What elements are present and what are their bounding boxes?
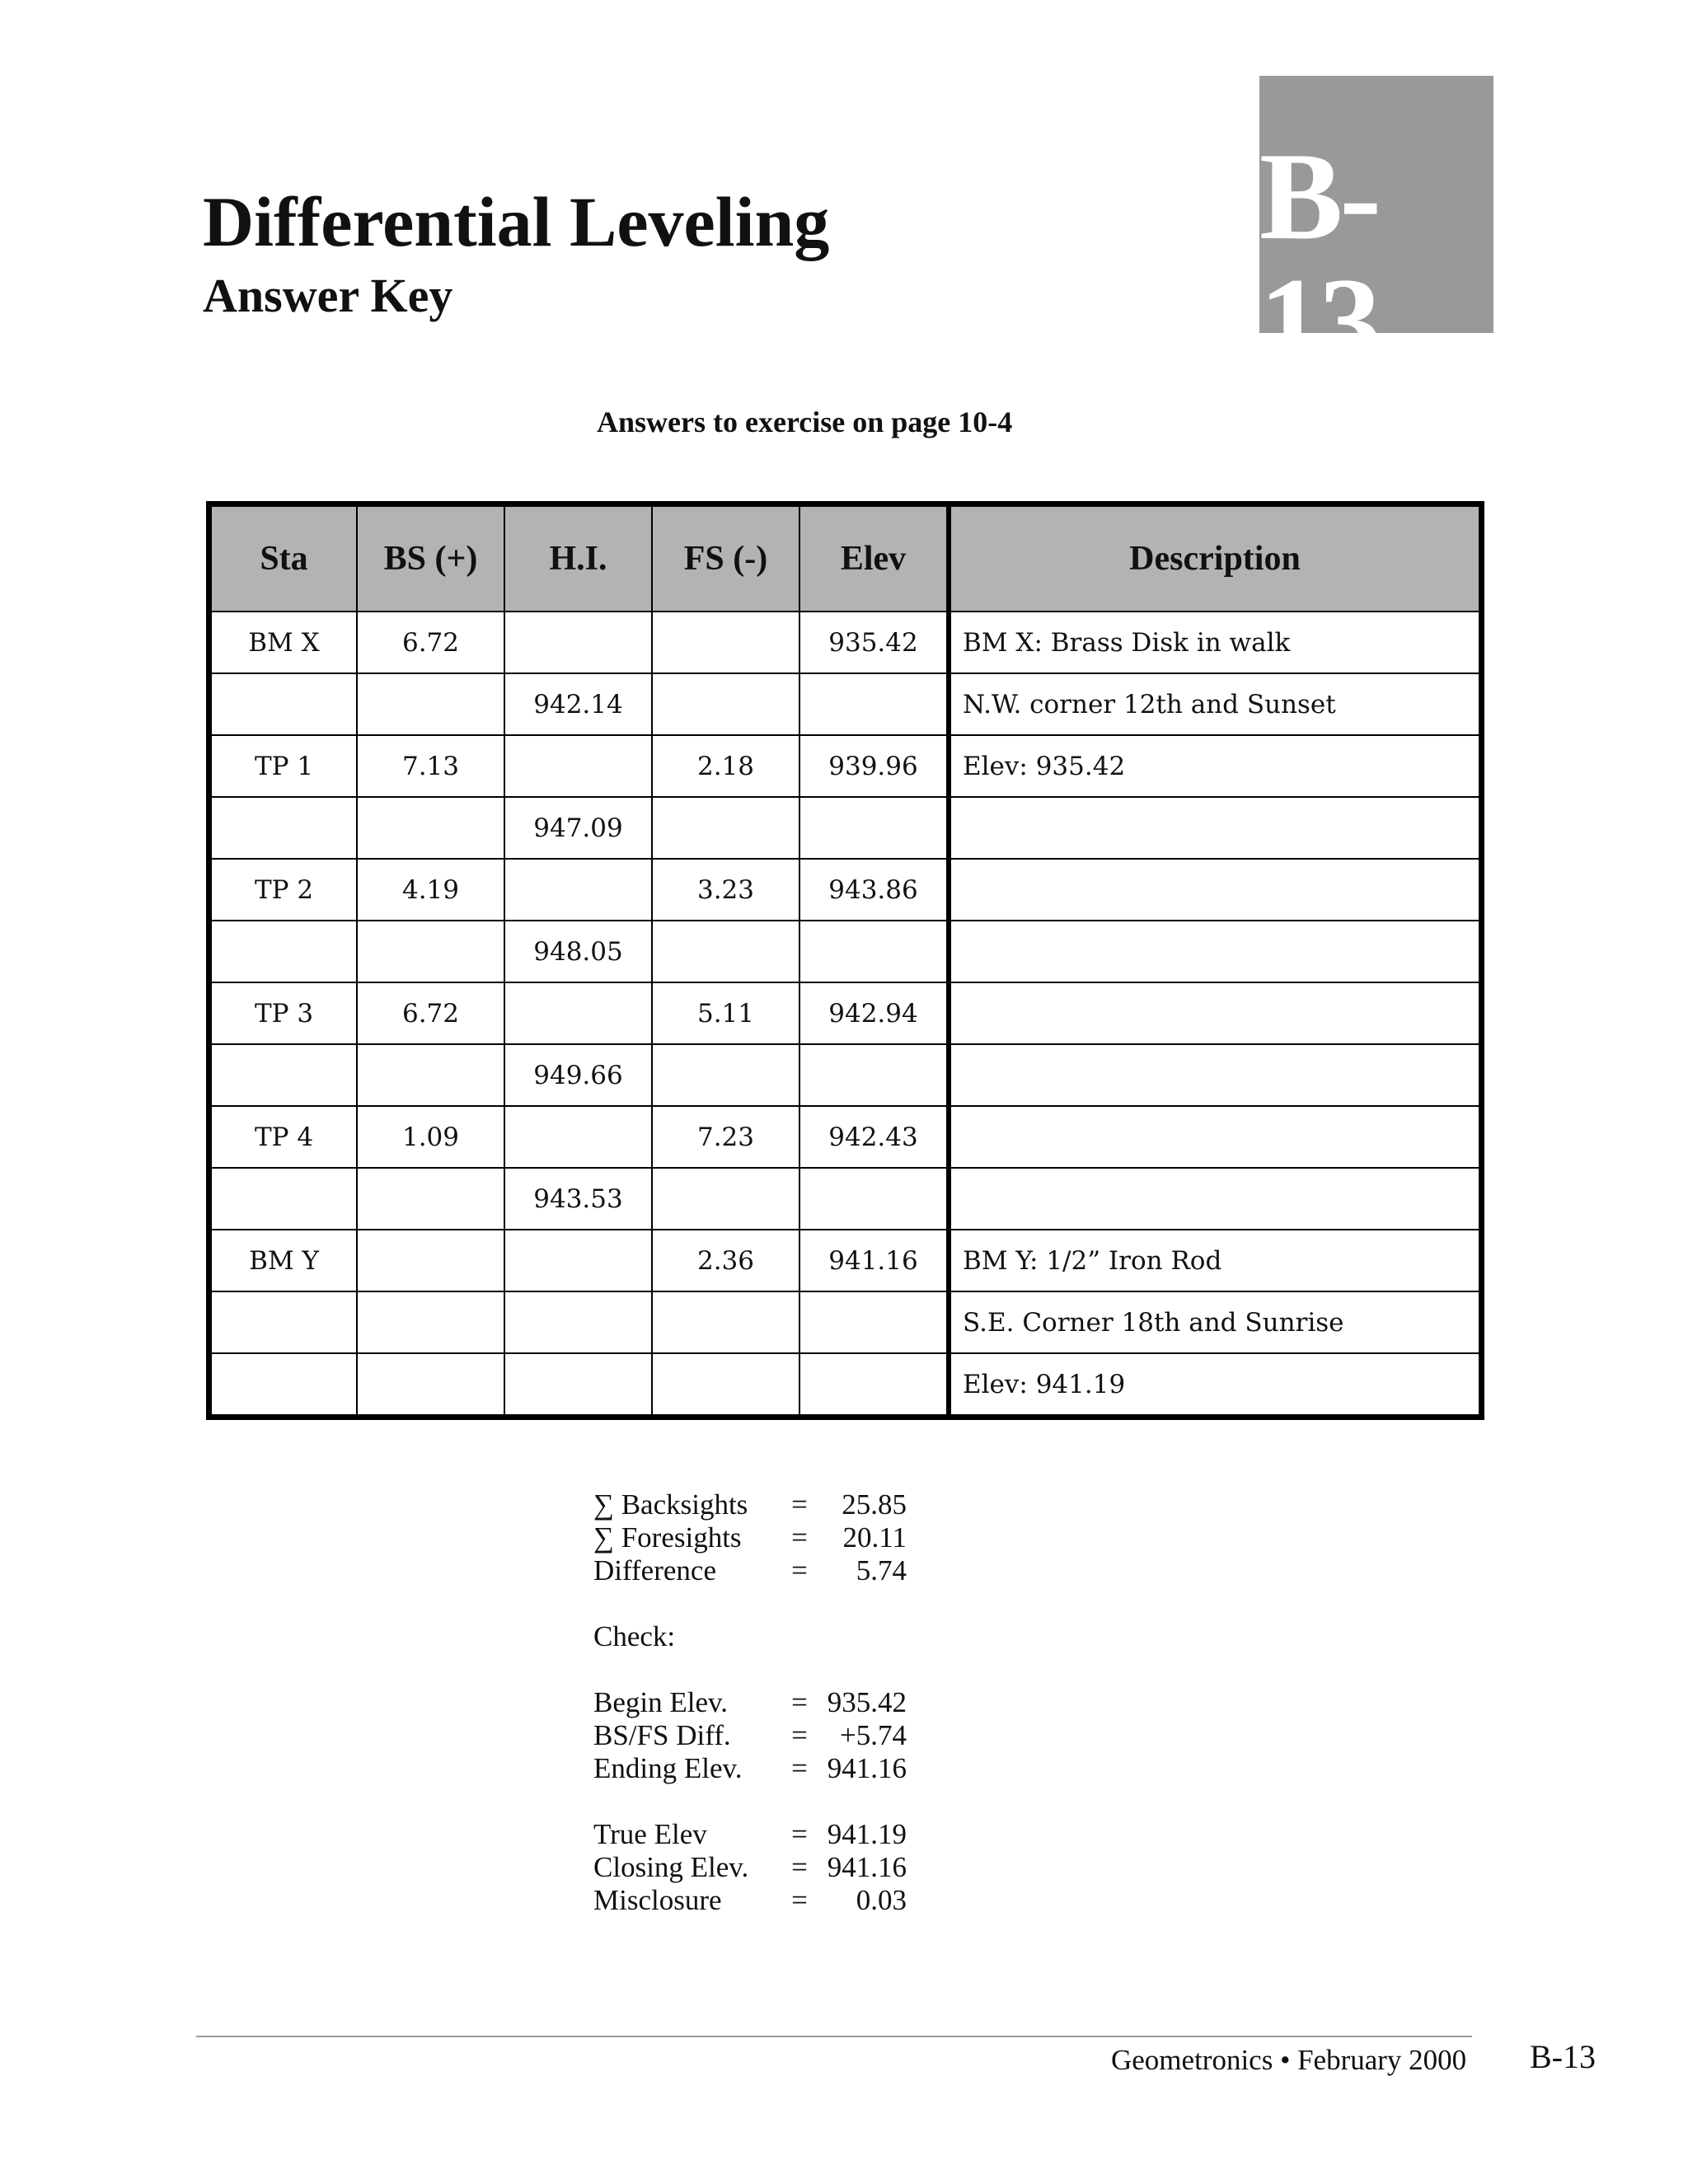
- cell-fs: 2.18: [652, 735, 799, 797]
- cell-hi: 943.53: [504, 1168, 652, 1230]
- cell-description: [949, 859, 1482, 921]
- equals-sign: =: [791, 1686, 808, 1718]
- equals-sign: =: [791, 1719, 808, 1751]
- summary-label: BS/FS Diff.: [593, 1719, 731, 1751]
- equals-sign: =: [791, 1884, 808, 1916]
- cell-bs: 4.19: [357, 859, 504, 921]
- cell-bs: [357, 1353, 504, 1418]
- summary-row: [593, 1851, 907, 1884]
- cell-fs: [652, 673, 799, 735]
- cell-hi: [504, 612, 652, 673]
- summary-row: [593, 1818, 907, 1851]
- cell-bs: [357, 1230, 504, 1291]
- header-sta: Sta: [209, 504, 358, 612]
- cell-elev: [799, 1044, 949, 1106]
- cell-fs: 5.11: [652, 982, 799, 1044]
- cell-sta: TP 1: [209, 735, 358, 797]
- summary-label: Misclosure: [593, 1884, 722, 1916]
- equals-sign: =: [791, 1521, 808, 1554]
- cell-sta: BM X: [209, 612, 358, 673]
- page-title: Differential Leveling: [203, 182, 830, 261]
- cell-sta: [209, 1168, 358, 1230]
- cell-bs: [357, 797, 504, 859]
- check-heading: [593, 1620, 907, 1653]
- cell-sta: TP 2: [209, 859, 358, 921]
- cell-fs: [652, 1291, 799, 1353]
- page-subtitle: Answer Key: [203, 269, 453, 322]
- summary-value: +5.74: [840, 1719, 907, 1751]
- cell-fs: [652, 1044, 799, 1106]
- table-row: [209, 1291, 1482, 1353]
- cell-hi: [504, 735, 652, 797]
- summary-block: [593, 1488, 907, 1917]
- cell-bs: [357, 1044, 504, 1106]
- table-row: [209, 1353, 1482, 1418]
- cell-hi: [504, 1106, 652, 1168]
- cell-sta: [209, 1044, 358, 1106]
- cell-bs: 6.72: [357, 982, 504, 1044]
- cell-description: [949, 1106, 1482, 1168]
- table-row: [209, 1044, 1482, 1106]
- cell-hi: 949.66: [504, 1044, 652, 1106]
- cell-fs: [652, 921, 799, 982]
- footer-divider: [196, 2036, 1472, 2037]
- cell-hi: [504, 1230, 652, 1291]
- cell-hi: 947.09: [504, 797, 652, 859]
- summary-value: 941.16: [827, 1851, 907, 1883]
- cell-sta: BM Y: [209, 1230, 358, 1291]
- cell-elev: [799, 673, 949, 735]
- summary-value: 941.19: [827, 1818, 907, 1850]
- cell-bs: [357, 1168, 504, 1230]
- cell-bs: 7.13: [357, 735, 504, 797]
- cell-description: S.E. Corner 18th and Sunrise: [949, 1291, 1482, 1353]
- cell-fs: [652, 797, 799, 859]
- cell-elev: 941.16: [799, 1230, 949, 1291]
- cell-sta: TP 4: [209, 1106, 358, 1168]
- cell-bs: 1.09: [357, 1106, 504, 1168]
- cell-description: [949, 1044, 1482, 1106]
- header-bs: BS (+): [357, 504, 504, 612]
- summary-label: ∑ Foresights: [593, 1521, 742, 1554]
- summary-value: 941.16: [827, 1752, 907, 1784]
- cell-fs: [652, 612, 799, 673]
- cell-description: N.W. corner 12th and Sunset: [949, 673, 1482, 735]
- cell-description: [949, 1168, 1482, 1230]
- cell-sta: [209, 797, 358, 859]
- cell-sta: [209, 921, 358, 982]
- cell-bs: [357, 1291, 504, 1353]
- cell-elev: [799, 921, 949, 982]
- page-number: B-13: [1530, 2038, 1596, 2075]
- summary-row: [593, 1719, 907, 1752]
- cell-bs: [357, 921, 504, 982]
- table-row: [209, 735, 1482, 797]
- table-header-row: [209, 504, 1482, 612]
- header-description: Description: [949, 504, 1482, 612]
- equals-sign: =: [791, 1488, 808, 1521]
- summary-row: [593, 1686, 907, 1719]
- cell-hi: [504, 1291, 652, 1353]
- cell-elev: [799, 1291, 949, 1353]
- equals-sign: =: [791, 1752, 808, 1784]
- cell-fs: [652, 1168, 799, 1230]
- cell-description: BM Y: 1/2” Iron Rod: [949, 1230, 1482, 1291]
- cell-fs: [652, 1353, 799, 1418]
- summary-label: Difference: [593, 1554, 716, 1586]
- cell-elev: 942.43: [799, 1106, 949, 1168]
- equals-sign: =: [791, 1851, 808, 1883]
- summary-label: ∑ Backsights: [593, 1488, 748, 1521]
- leveling-table: [206, 501, 1484, 1420]
- table-row: [209, 982, 1482, 1044]
- summary-value: 935.42: [827, 1686, 907, 1718]
- table-row: [209, 1168, 1482, 1230]
- summary-label: Begin Elev.: [593, 1686, 728, 1718]
- section-badge: B-13: [1259, 76, 1493, 333]
- summary-row: [593, 1488, 907, 1521]
- check-label: Check:: [593, 1620, 676, 1652]
- cell-sta: [209, 673, 358, 735]
- equals-sign: =: [791, 1554, 808, 1586]
- cell-description: [949, 982, 1482, 1044]
- cell-sta: TP 3: [209, 982, 358, 1044]
- table-row: [209, 859, 1482, 921]
- header-hi: H.I.: [504, 504, 652, 612]
- cell-elev: 939.96: [799, 735, 949, 797]
- summary-label: Ending Elev.: [593, 1752, 743, 1784]
- header-elev: Elev: [799, 504, 949, 612]
- cell-elev: [799, 797, 949, 859]
- summary-row: [593, 1521, 907, 1554]
- cell-fs: 2.36: [652, 1230, 799, 1291]
- cell-sta: [209, 1353, 358, 1418]
- table-row: [209, 797, 1482, 859]
- cell-description: [949, 797, 1482, 859]
- cell-fs: 7.23: [652, 1106, 799, 1168]
- summary-label: Closing Elev.: [593, 1851, 749, 1883]
- cell-elev: 943.86: [799, 859, 949, 921]
- cell-description: BM X: Brass Disk in walk: [949, 612, 1482, 673]
- table-row: [209, 612, 1482, 673]
- exercise-caption: Answers to exercise on page 10-4: [597, 405, 1013, 438]
- cell-description: Elev: 935.42: [949, 735, 1482, 797]
- cell-elev: 935.42: [799, 612, 949, 673]
- table-row: [209, 1230, 1482, 1291]
- cell-bs: [357, 673, 504, 735]
- table-row: [209, 1106, 1482, 1168]
- cell-hi: [504, 859, 652, 921]
- summary-value: 20.11: [842, 1521, 907, 1554]
- cell-hi: [504, 1353, 652, 1418]
- summary-value: 25.85: [842, 1488, 907, 1521]
- table-row: [209, 673, 1482, 735]
- cell-description: [949, 921, 1482, 982]
- summary-label: True Elev: [593, 1818, 707, 1850]
- summary-row: [593, 1752, 907, 1785]
- cell-elev: [799, 1168, 949, 1230]
- cell-elev: 942.94: [799, 982, 949, 1044]
- cell-hi: [504, 982, 652, 1044]
- table-row: [209, 921, 1482, 982]
- footer-text: Geometronics • February 2000: [1111, 2044, 1467, 2076]
- cell-hi: 942.14: [504, 673, 652, 735]
- summary-value: 0.03: [856, 1884, 907, 1916]
- summary-value: 5.74: [856, 1554, 907, 1586]
- header-fs: FS (-): [652, 504, 799, 612]
- cell-bs: 6.72: [357, 612, 504, 673]
- equals-sign: =: [791, 1818, 808, 1850]
- cell-sta: [209, 1291, 358, 1353]
- cell-elev: [799, 1353, 949, 1418]
- cell-fs: 3.23: [652, 859, 799, 921]
- cell-hi: 948.05: [504, 921, 652, 982]
- cell-description: Elev: 941.19: [949, 1353, 1482, 1418]
- summary-row: [593, 1554, 907, 1587]
- summary-row: [593, 1884, 907, 1917]
